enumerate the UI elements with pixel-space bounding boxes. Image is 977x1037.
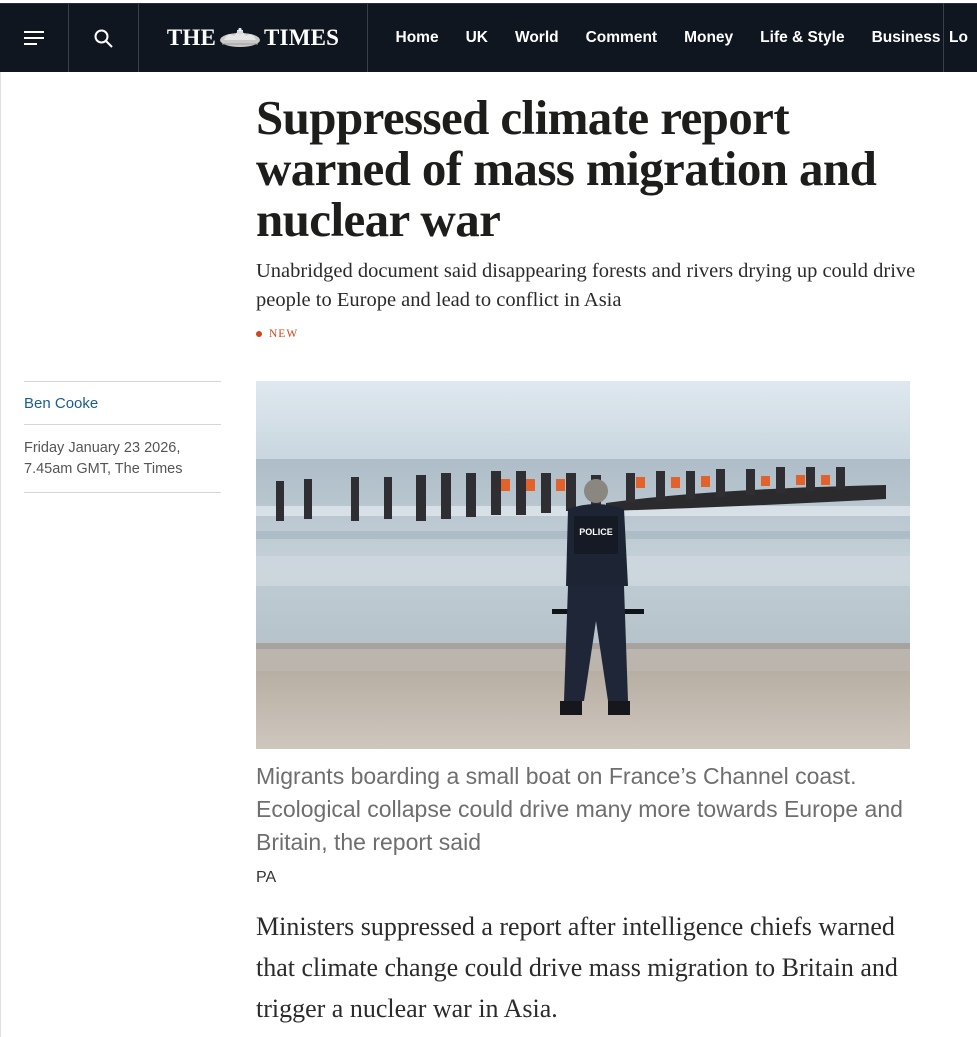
nav-life-style[interactable]: Life & Style [760, 29, 845, 46]
nav-divider [943, 3, 944, 72]
new-flag-label: NEW [269, 328, 299, 340]
new-dot-icon [256, 331, 262, 337]
section-links [368, 4, 977, 72]
nav-home[interactable]: Home [395, 29, 439, 46]
nav-money[interactable]: Money [684, 29, 734, 46]
hamburger-icon [24, 30, 44, 46]
nav-truncated-link[interactable]: Lo [949, 29, 968, 46]
search-button[interactable] [69, 4, 139, 72]
menu-button[interactable] [0, 4, 69, 72]
nav-world[interactable]: World [514, 29, 559, 46]
byline [24, 381, 221, 493]
page-edge [0, 72, 1, 1037]
author-link[interactable]: Ben Cooke [24, 395, 99, 412]
nav-uk[interactable]: UK [465, 29, 488, 46]
police-badge: POLICE [579, 527, 613, 537]
nav-business[interactable]: Business [871, 29, 941, 46]
photo-credit: PA [256, 869, 277, 886]
logo-text-right: TIMES [264, 25, 340, 50]
publish-date-line-2: 7.45am GMT, The Times [24, 461, 183, 477]
publish-date-line-1: Friday January 23 2026, [24, 440, 181, 456]
publish-date [24, 425, 221, 492]
lead-photo[interactable] [256, 381, 910, 749]
article-standfirst: Unabridged document said disappearing forests and rivers drying up could drive people to Europe and lead to conflict in Asia [256, 260, 916, 311]
photo-caption: Migrants boarding a small boat on France’s Channel coast. Ecological collapse could drive many more towards Europe and Britain, the report said [256, 763, 903, 855]
top-nav [0, 3, 977, 72]
article-first-paragraph: Ministers suppressed a report after intelligence chiefs warned that climate change could drive mass migration to Britain and trigger a nuclear war in Asia. [256, 912, 898, 1023]
crest-icon [218, 27, 262, 49]
new-flag [256, 328, 298, 340]
article-headline: Suppressed climate report warned of mass migration and nuclear war [256, 90, 877, 247]
lead-photo-graphic [256, 381, 910, 749]
logo-text-left: THE [166, 25, 217, 50]
nav-comment[interactable]: Comment [585, 29, 658, 46]
times-logo[interactable] [139, 4, 368, 72]
byline-rule-bottom [24, 492, 221, 493]
search-icon [94, 29, 113, 48]
